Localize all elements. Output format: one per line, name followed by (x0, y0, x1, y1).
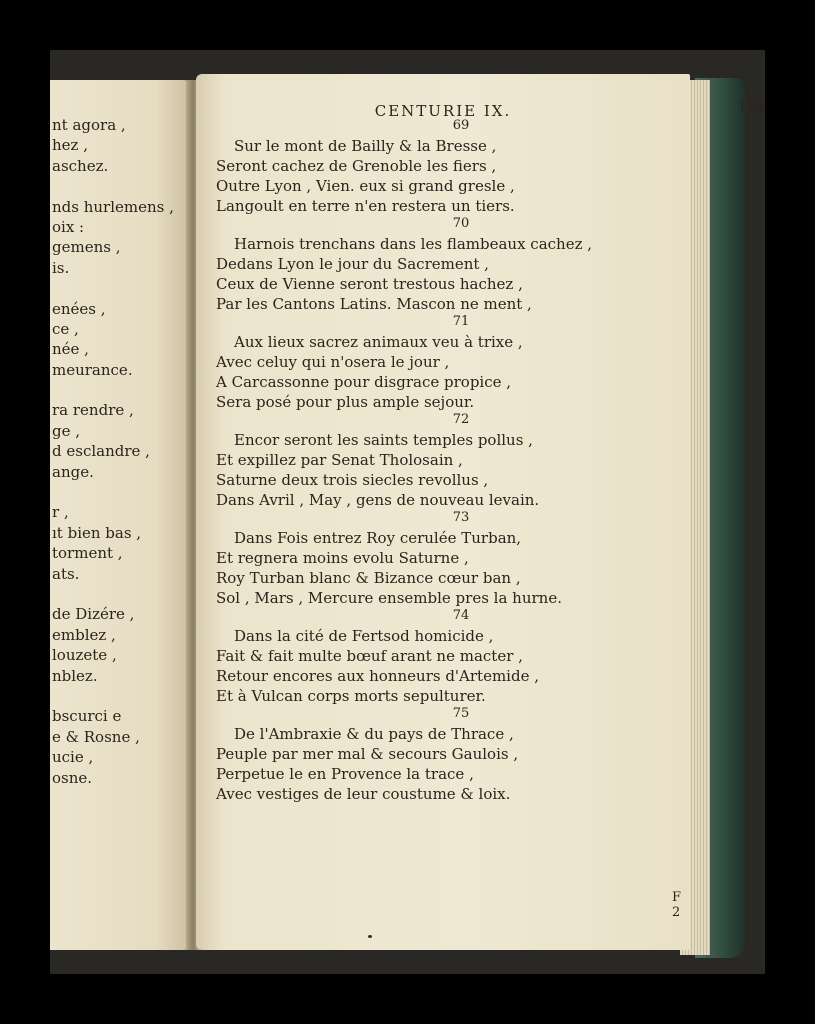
verse-line: Seront cachez de Grenoble les fiers , (216, 157, 497, 175)
verse-line: De l'Ambraxie & du pays de Thrace , (234, 725, 514, 743)
verse-line: Avec celuy qui n'osera le jour , (216, 353, 450, 371)
left-page-line (52, 380, 188, 400)
running-header: CENTURIE IX. (374, 102, 512, 120)
quatrain (216, 314, 676, 412)
left-page-line: r , (52, 503, 69, 522)
verse-line: Outre Lyon , Vien. eux si grand gresle , (216, 177, 515, 195)
left-page-line: meurance. (52, 360, 133, 379)
left-page-line: bscurci e (52, 707, 122, 726)
quatrain-number: 74 (452, 608, 470, 623)
verse-line: Ceux de Vienne seront trestous hachez , (216, 275, 523, 293)
verse-line: Dedans Lyon le jour du Sacrement , (216, 255, 489, 273)
verse-line: Roy Turban blanc & Bizance cœur ban , (216, 569, 521, 587)
left-page-line: ce , (52, 319, 79, 338)
quatrain-number: 70 (452, 216, 470, 231)
left-page-line (52, 176, 188, 196)
left-page-line: oix : (52, 217, 85, 236)
verse-line: Aux lieux sacrez animaux veu à trixe , (234, 333, 523, 351)
left-page-line: enées , (52, 299, 106, 318)
verse-line: Retour encores aux honneurs d'Artemide , (216, 667, 539, 685)
verse-line: Par les Cantons Latins. Mascon ne ment , (216, 295, 532, 313)
verse-line: Avec vestiges de leur coustume & loix. (216, 785, 511, 803)
book-scan (50, 50, 765, 974)
ink-speck (368, 935, 372, 938)
quatrain (216, 706, 676, 804)
verse-line: Et expillez par Senat Tholosain , (216, 451, 463, 469)
left-page-line: hez , (52, 136, 88, 155)
left-page-line: nt agora , (52, 116, 126, 134)
quatrain-number: 69 (452, 118, 470, 133)
verse-line: Dans la cité de Fertsod homicide , (234, 627, 494, 645)
verse-line: Fait & fait multe bœuf arant ne macter , (216, 647, 523, 665)
quatrain (216, 608, 676, 706)
quatrain (216, 216, 676, 314)
page-number: 123 (738, 101, 763, 116)
quatrain-number: 73 (452, 510, 470, 525)
left-page-line: ange. (52, 462, 94, 481)
left-page-line: d esclandre , (52, 442, 150, 461)
verse-line: A Carcassonne pour disgrace propice , (216, 373, 512, 391)
verse-line: Et à Vulcan corps morts sepulturer. (216, 687, 486, 705)
quatrain (216, 510, 676, 608)
left-page-line (52, 584, 188, 604)
verse-line: Perpetue le en Provence la trace , (216, 765, 474, 783)
verse-line: Dans Fois entrez Roy cerulée Turban, (234, 529, 522, 547)
left-page-line: ge , (52, 421, 81, 440)
quatrain-list (216, 118, 676, 804)
verse-line: Saturne deux trois siecles revollus , (216, 471, 489, 489)
verse-line: Sur le mont de Bailly & la Bresse , (234, 137, 497, 155)
left-page-line: ucie , (52, 748, 94, 767)
quatrain (216, 412, 676, 510)
left-page-line: née , (52, 340, 89, 359)
verse-line: Sol , Mars , Mercure ensemble pres la hurne. (216, 589, 562, 607)
left-page-line (52, 278, 188, 298)
verse-line: Et regnera moins evolu Saturne , (216, 549, 469, 567)
left-page-line: emblez , (52, 625, 116, 644)
verse-line: Dans Avril , May , gens de nouveau levain. (216, 491, 540, 509)
verse-line: Encor seront les saints temples pollus , (234, 431, 533, 449)
quatrain-number: 75 (452, 706, 470, 721)
left-page-text (52, 115, 188, 788)
verse-line: Harnois trenchans dans les flambeaux cachez , (234, 235, 593, 253)
left-page-line: e & Rosne , (52, 727, 140, 746)
left-page-line: aschez. (52, 156, 109, 175)
quatrain-number: 71 (452, 314, 470, 329)
left-page-line: gemens , (52, 238, 121, 257)
catchword: F 2 (672, 890, 682, 920)
left-page-line: osne. (52, 768, 93, 787)
left-page-line: is. (52, 258, 70, 277)
left-page-line: louzete , (52, 646, 117, 665)
left-page-line (52, 482, 188, 502)
left-page-line (52, 686, 188, 706)
verse-line: Langoult en terre n'en restera un tiers. (216, 197, 515, 215)
left-page-line: torment , (52, 544, 123, 563)
quatrain-number: 72 (452, 412, 470, 427)
verse-line: Peuple par mer mal & secours Gaulois , (216, 745, 519, 763)
left-page-line: nds hurlemens , (52, 197, 174, 216)
left-page-line: ıt bien bas , (52, 523, 142, 542)
left-page (50, 80, 190, 950)
left-page-line: de Dizére , (52, 605, 135, 624)
verse-line: Sera posé pour plus ample sejour. (216, 393, 475, 411)
left-page-line: nblez. (52, 666, 98, 685)
left-page-line: ra rendre , (52, 401, 134, 420)
left-page-line: ats. (52, 564, 80, 583)
quatrain (216, 118, 676, 216)
